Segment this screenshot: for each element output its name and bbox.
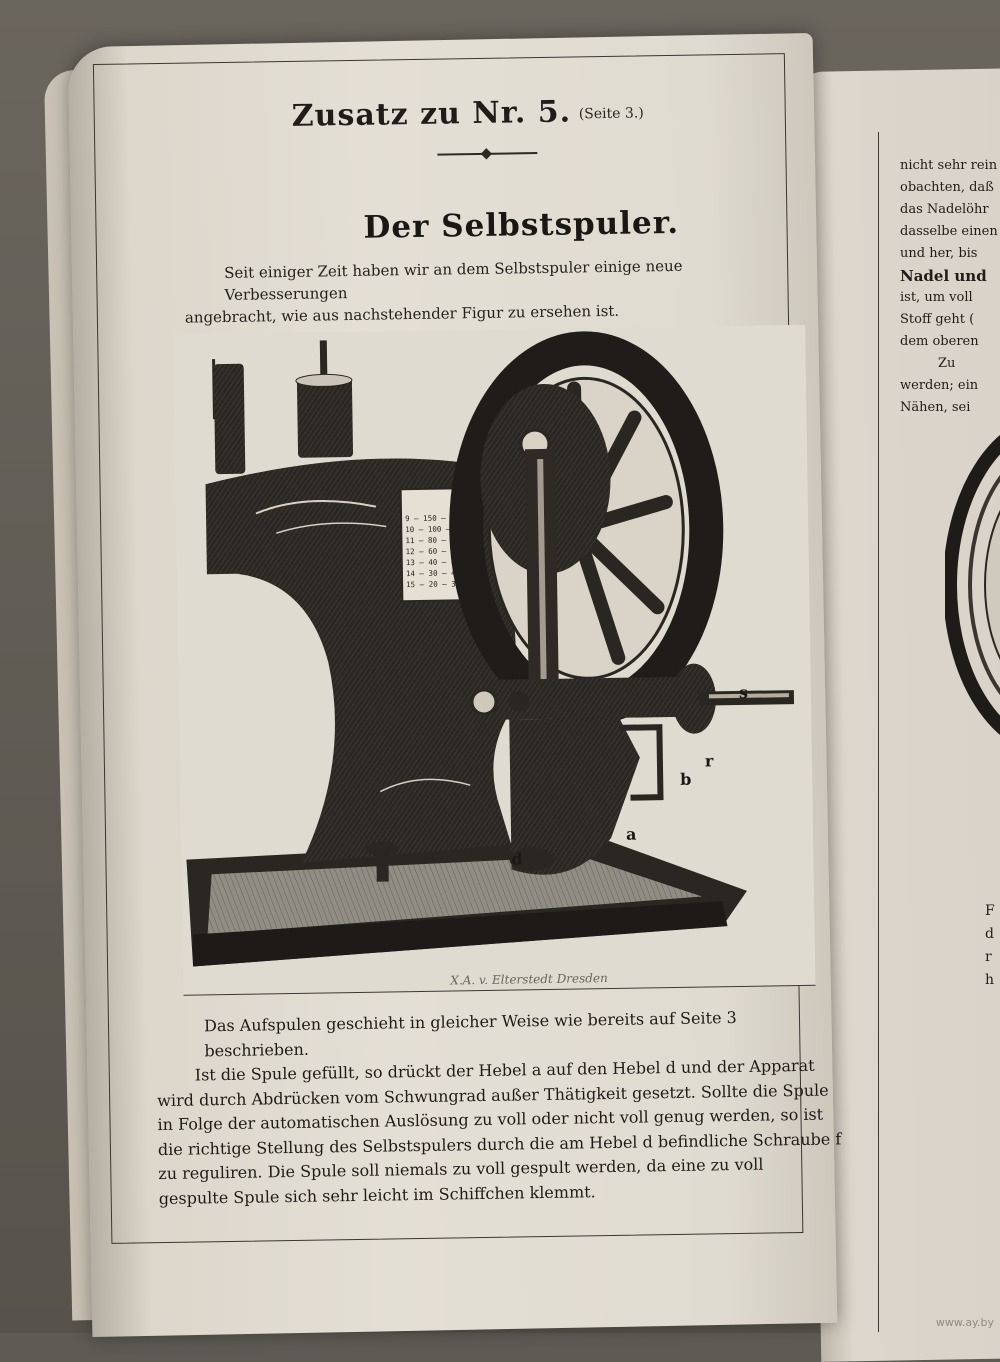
body-line: Das Aufspulen geschieht in gleicher Weise wie bereits auf Seite 3 beschrieben. xyxy=(203,1008,737,1060)
winder-knob xyxy=(472,690,496,714)
right-line: werden; ein xyxy=(900,378,979,393)
label-s: s xyxy=(738,682,749,702)
label-a: a xyxy=(625,824,637,844)
plate-row: 9 – 150 – 200 xyxy=(405,513,464,524)
thread-spool-left xyxy=(214,364,246,474)
body-line: die richtige Stellung des Selbstspulers durch die am Hebel d befindliche Schraube f xyxy=(157,1128,842,1159)
plate-row: 15 – 20 – 30 xyxy=(406,579,461,590)
body-line: gespulte Spule sich sehr leicht im Schiffchen klemmt. xyxy=(158,1181,596,1208)
right-line: Nähen, sei xyxy=(900,400,971,415)
supplement-title: Zusatz zu Nr. 5. xyxy=(291,94,572,134)
supplement-page-reference: (Seite 3.) xyxy=(578,105,644,123)
body-line: in Folge der automatischen Auslösung zu voll oder nicht voll genug werden, so ist xyxy=(157,1104,824,1135)
winder-housing xyxy=(479,677,680,720)
right-line: Stoff geht ( xyxy=(900,312,975,327)
thread-spool-right xyxy=(297,377,353,458)
plate-row: 11 – 80 – 100 xyxy=(405,535,465,546)
right-line: dem oberen xyxy=(900,334,979,349)
right-line: und her, bis xyxy=(900,246,978,261)
label-b: b xyxy=(680,769,692,789)
label-d: d xyxy=(511,849,523,869)
engraver-credit: X.A. v. Elterstedt Dresden xyxy=(450,971,608,988)
plate-row: 10 – 100 – 150 xyxy=(405,524,469,535)
thumb-screw-post xyxy=(376,851,388,881)
label-r: r xyxy=(704,751,714,771)
right-line: Nadel und xyxy=(900,267,987,285)
right-lower-line: d xyxy=(985,926,994,942)
intro-line: Seit einiger Zeit haben wir an dem Selbstspuler einige neue Verbesserungen xyxy=(224,256,683,304)
body-line: Ist die Spule gefüllt, so drückt der Hebel a auf den Hebel d und der Apparat xyxy=(194,1055,815,1085)
plate-row: 13 – 40 – 60 xyxy=(405,557,461,568)
body-line: zu reguliren. Die Spule soll niemals zu voll gespult werden, da eine zu voll xyxy=(158,1154,764,1184)
right-line: das Nadelöhr xyxy=(900,202,989,217)
section-title: Der Selbstspuler. xyxy=(363,204,680,246)
plate-row: 12 – 60 – 80 xyxy=(405,546,460,557)
right-line: obachten, daß xyxy=(900,180,994,195)
plate-row: 14 – 30 – 40 xyxy=(405,568,461,579)
body-line: wird durch Abdrücken vom Schwungrad außer Thätigkeit gesetzt. Sollte die Spule xyxy=(157,1080,829,1110)
right-line: dasselbe einen xyxy=(900,224,998,239)
intro-paragraph xyxy=(184,253,800,329)
right-line: Zu xyxy=(938,356,956,371)
body-paragraphs xyxy=(156,1004,849,1211)
right-line: nicht sehr rein xyxy=(900,158,998,173)
right-lower-line: h xyxy=(985,972,995,988)
intro-line: angebracht, wie aus nachstehender Figur zu ersehen ist. xyxy=(184,301,620,327)
sewing-machine-engraving xyxy=(173,325,815,996)
right-lower-line: F xyxy=(985,903,995,919)
watermark: www.ay.by xyxy=(935,1316,994,1329)
sewing-machine-illustration xyxy=(173,325,815,995)
right-lower-line: r xyxy=(985,949,992,965)
right-line: ist, um voll xyxy=(900,290,973,305)
